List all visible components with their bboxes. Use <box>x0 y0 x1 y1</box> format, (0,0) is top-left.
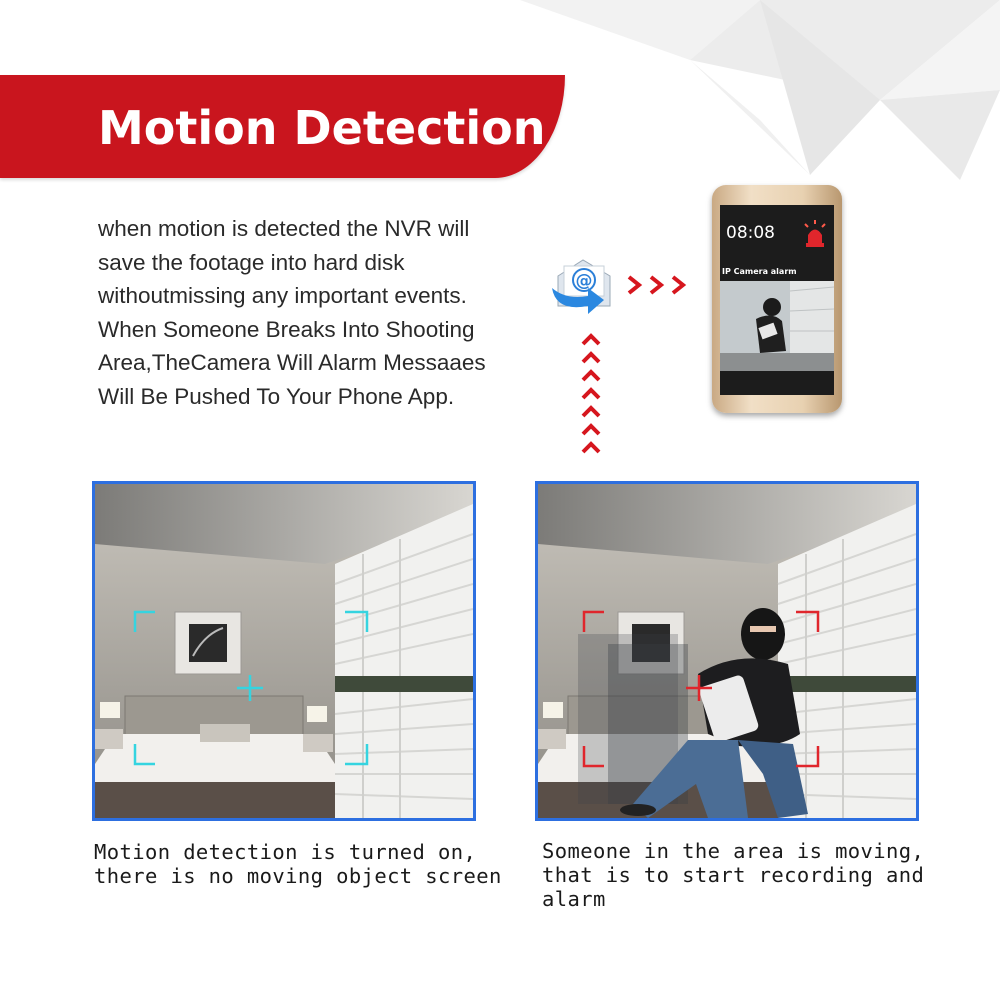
phone-screen <box>720 205 834 395</box>
detection-frame-alert <box>538 484 916 818</box>
smartphone <box>712 185 842 413</box>
caption-line: there is no moving object screen <box>94 864 502 888</box>
camera-view-idle <box>92 481 476 821</box>
phone-alarm-siren-icon <box>802 219 828 249</box>
arrow-right-icon <box>625 270 695 300</box>
caption-idle <box>94 840 502 888</box>
description-line: withoutmissing any important events. <box>98 283 467 309</box>
svg-text:@: @ <box>575 271 593 291</box>
phone-alarm-label: IP Camera alarm <box>722 267 797 276</box>
caption-motion <box>542 839 924 911</box>
detection-frame-idle <box>95 484 473 818</box>
description-line: when motion is detected the NVR will <box>98 216 470 241</box>
description-line: save the footage into hard disk <box>98 249 405 275</box>
phone-alarm-snapshot <box>720 281 834 371</box>
description-line: Will Be Pushed To Your Phone App. <box>98 383 455 409</box>
phone-clock: 08:08 <box>726 223 775 243</box>
description-text <box>98 212 538 414</box>
email-at-icon <box>548 248 618 318</box>
caption-line: Motion detection is turned on, <box>94 840 477 864</box>
camera-view-motion <box>535 481 919 821</box>
caption-line: that is to start recording and <box>542 863 925 887</box>
arrow-up-icon <box>576 330 606 465</box>
description-line: Area,TheCamera Will Alarm Messaaes <box>98 350 486 376</box>
description-line: When Someone Breaks Into Shooting <box>98 316 475 342</box>
page-title: Motion Detection <box>98 101 546 155</box>
caption-line: Someone in the area is moving, <box>542 839 925 863</box>
caption-line: alarm <box>542 887 606 911</box>
